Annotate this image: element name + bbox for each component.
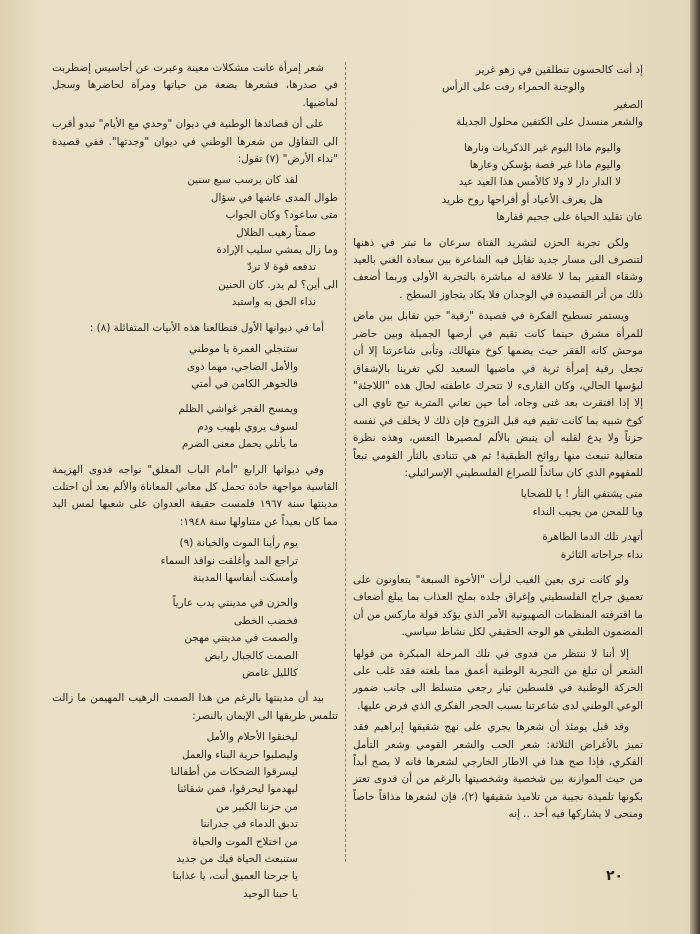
verse-line: عان تقليد الحياة على جحيم قفارها: [496, 211, 643, 224]
verse-line: وما زال يمشي سليب الإرادة: [216, 244, 338, 257]
verse-line: وأمسكت أنفاسها المدينة: [192, 571, 298, 584]
verse-line: لسوف يروي بلهيب ودم: [197, 420, 298, 433]
verse-line: متى ساعود؟ وكان الجواب: [225, 209, 338, 222]
paragraph: بيد أن مدينتها بالرغم من هذا الصمت الرهيب المهيمن ما زالت تتلمس طريقها الى الإيمان بالنصر:: [52, 692, 338, 722]
poem-excerpt: [353, 62, 643, 132]
left-column: [52, 60, 338, 911]
verse-line: والوجنة الحمراء رفت على الرأس: [442, 81, 585, 94]
poem-excerpt: [52, 595, 338, 682]
verse-line: واليوم ماذا اليوم غير الذكريات ونارها: [464, 141, 621, 154]
verse-line: يا جرحنا العميق أنت، يا عذابنا: [172, 870, 298, 883]
verse-line: واليوم ماذا غير قصة بؤسكن وعارها: [469, 159, 621, 172]
column-divider: [345, 62, 347, 862]
verse-line: ليخنقوا الأحلام والأمل: [206, 731, 298, 744]
verse-line: من حزننا الكبير من: [215, 800, 298, 813]
verse-line: إذ أنت كالحسون تنطلقين في زهو غرير: [475, 64, 643, 76]
page-edge: [690, 0, 700, 934]
right-column: [353, 60, 643, 828]
verse-line: ستنجلي الغمرة يا موطني: [188, 343, 298, 356]
verse-line: ستنبعث الحياة فيك من جديد: [176, 853, 298, 866]
verse-line: ليهدموا ليحرقوا، فمن شقائنا: [177, 783, 298, 796]
paragraph: وفي ديوانها الرابع "أمام الباب المغلق" نواجه فدوى الهزيمة القاسية مواجهة حادة تحمل كل معاني المعاناة والألم بعد أن احتلت مدينتها سنة ١٩٦٧ فلمست حقيقة العدوان على شعبها لمس اليد مما كان بعيداً عن متناولها سنة ١٩٤٨:: [52, 463, 338, 528]
paragraph: شعر إمرأة عانت مشكلات معينة وعبرت عن أحاسيس إضطربت في صدرها، فشعرها بضعة من حياتها ومرآة لحاضرها وسجل لماضيها.: [52, 62, 338, 109]
verse-line: كالليل غامض: [242, 667, 298, 679]
verse-line: تدفعه قوة لا تردّ: [247, 261, 316, 274]
paragraph: على أن قصائدها الوطنية في ديوان "وحدي مع الأيام" تبدو أقرب الى التفاؤل من شعرها الوطني في ديوان "وجدتها". ففي قصيدة "نداء الأرض" (٧) تقول:: [52, 118, 338, 166]
verse-line: ما يأتلي يحمل معنى الضرم: [181, 438, 298, 451]
paragraph: ولو كانت ترى بعين الغيب لرأت "الأخوة السبعة" يتعاونون على تعميق جراح الفلسطيني وإغراق جلده بملح العذاب بما يبلغ أضعاف ما اقترفته المنظمات الصهيونية الأمر الذي يؤكد قولة ماركس من أن المضمون الطبقي هو الوجه الحقيقي لكل نشاط سياسي.: [353, 573, 643, 639]
verse-line: والأمل الضاحي، مهما ذوى: [186, 360, 298, 373]
paragraph: وقد قبل يومئذ أن شعرها يجري على نهج شقيقها إبراهيم فقد تميز بالأغراض الثلاثة: شعر الحب والشعر القومي وشعر التأمل الفكري، فإذا صح هذا في الاطار الخارجي لشعرها فانه لا يصح أبداً من حيث الموازنة بين شخصية وشخصيتها بالرغم من أن فدوى تعتز بكونها تلميذة نجيبة من تلاميذ شقيقها (٢)، فإن لشعرها مذاقاً خاصاً ومنحى لا يشاركها فيه أحد .. إنه: [353, 721, 644, 821]
verse-line: الى أين؟ لم يدر. كان الحنين: [218, 278, 338, 291]
page-number: ٢٠: [606, 868, 624, 884]
verse-line: يوم رأينا الموت والخيانة (٩): [179, 537, 298, 550]
poem-excerpt: [52, 535, 338, 587]
poem-excerpt: [52, 172, 338, 311]
verse-line: والصمت في مدينتي مهجن: [184, 632, 298, 645]
verse-line: ويا للمحن من يجيب النداء: [532, 505, 643, 518]
verse-line: والحزن في مدينتي يدب عارياً: [172, 597, 298, 610]
verse-line: متى يشتفي الثأر ! يا للضحايا: [520, 488, 643, 501]
verse-line: لا الدار دار لا ولا كالأمس هذا العيد عيد: [458, 176, 621, 189]
verse-line: الصمت كالجبال رابض: [204, 649, 298, 662]
paragraph: أما في ديوانها الأول فتطالعنا هذه الأبيات المتفائلة (٨) :: [89, 321, 324, 334]
paragraph: ولكن تجربة الحزن لتشريد الفتاة سرعان ما تبتر في ذهنها لتنصرف الى مسار جديد تقابل فيه الشاعرة بين سعادة الغني بالعيد وشقاء الفقير بما لا علاقة له مباشرة بالتجربة الأولى وربما أضعف ذلك من أثر القصيدة في الوجدان فلا يكاد يتجاوز السطح .: [353, 236, 643, 301]
verse-line: تراجع المد وأغلقت نوافذ السماء: [160, 554, 298, 567]
paragraph: إلا أننا لا ننتظر من فدوى في تلك المرحلة المبكرة من قولها الشعر أن تبلغ من التجربة الوطنية أعمق مما بلغته فقد غلب على الحركة الوطنية في فلسطين تيار رجعي متسلط الى جانب ضمور الوعي الوطني لدى شاعرتنا بسبب الحجر الفكري الذي فرض عليها.: [353, 647, 643, 712]
poem-excerpt: [52, 401, 338, 453]
verse-line: ليسرقوا الضحكات من أطفالنا: [170, 766, 298, 779]
verse-line: هل يعرف الأعياد أو أفراحها روح طريد: [441, 193, 603, 206]
verse-line: ويمسح الفجر غواشي الظلم: [178, 403, 298, 416]
verse-line: فالجوهر الكامن في أمتي: [191, 377, 298, 390]
poem-excerpt: [52, 341, 338, 393]
verse-line: من اختلاج الموت والحياة: [192, 835, 298, 848]
paragraph: ويستمر تسطيح الفكرة في قصيدة "رقية" حين تقابل بين ماض للمرأة مشرق حينما كانت تقيم في أرضها الجميلة وبين حاضر موحش كانه الفقر حيث يضمها كوخ متهالك، وتأبى شاعرتنا إلا أن تجعل رقية إمرأة ثرية في ماضيها السعيد لكي تغرينا بالإشفاق لبؤسها الحالي، وكان القارىء لا تتحرك عاطفته لحال هذه "اللاجئة" إلا إذا افتقرت بعد غنى وجاه، أما حين تعاني المتربة تبح تاوي الى كوخ شبيه بما كانت تقيم فيه قبل النزوح فإن ذلك لا يخلف في نفسه حزناً ولا يدع لقلبه أن ينبض بالألم لمصيرها التعس، وهذه نظرة متعالية تنبعث منها روائح الطبقية! ثم هي تتنادى بالثأر القومي تبعاً للمفهوم الذي كان سائداً للصراع الفلسطيني الإسرائيلي:: [353, 310, 643, 479]
verse-line: الصغير: [614, 98, 643, 111]
verse-line: وليصلبوا حرية البناء والعمل: [181, 748, 298, 761]
verse-line: نداء جراحاته الثائرة: [560, 548, 643, 561]
verse-line: والشعر منسدل على الكتفين محلول الجديلة: [456, 116, 643, 129]
verse-line: نداء الحق به واستبد: [231, 296, 316, 309]
verse-line: فخضب الخطى: [233, 614, 298, 627]
verse-line: تدبق الدماء في جدراننا: [200, 818, 298, 831]
poem-excerpt: [52, 729, 338, 903]
verse-line: طوال المدى عاشها في سؤال: [210, 191, 338, 204]
verse-line: أتهدر تلك الدما الطاهرة: [542, 531, 643, 544]
poem-excerpt: [353, 529, 643, 564]
verse-line: لقد كان يرسب سبع سنين: [187, 174, 298, 187]
verse-line: صمتاً رهيب الظلال: [236, 226, 316, 239]
verse-line: يا حبنا الوحيد: [243, 887, 298, 900]
poem-excerpt: [353, 486, 643, 521]
poem-excerpt: [353, 140, 643, 227]
